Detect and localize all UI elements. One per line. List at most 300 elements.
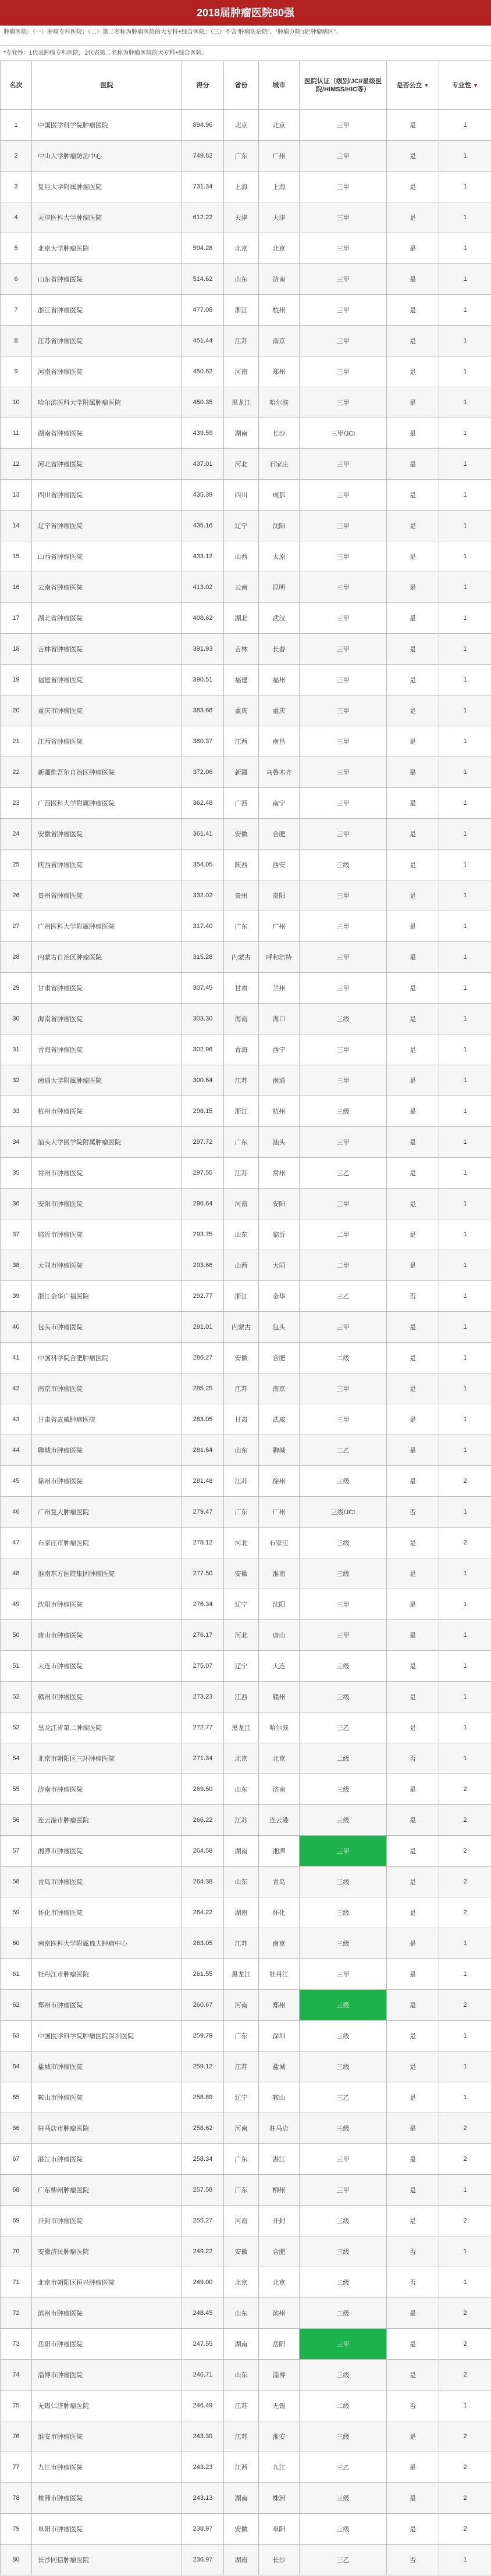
table-row — [1, 233, 491, 264]
specialty-cell: 1 — [439, 942, 491, 973]
table-row — [1, 2545, 491, 2575]
rank-cell: 58 — [1, 1867, 32, 1897]
table-row — [1, 880, 491, 911]
cert-cell: 三乙 — [300, 2545, 387, 2575]
public-cell: 是 — [387, 2298, 439, 2329]
table-row — [1, 1219, 491, 1250]
city-cell: 无锡 — [259, 2391, 300, 2421]
hospital-name: 怀化市肿瘤医院 — [32, 1897, 182, 1928]
public-cell: 是 — [387, 942, 439, 973]
table-row — [1, 726, 491, 757]
score-cell: 238.97 — [182, 2514, 224, 2545]
city-cell: 常州 — [259, 1158, 300, 1189]
table-row — [1, 2236, 491, 2267]
table-row — [1, 695, 491, 726]
score-cell: 450.62 — [182, 356, 224, 387]
rank-cell: 59 — [1, 1897, 32, 1928]
table-row — [1, 1928, 491, 1959]
hospital-name: 驻马店市肿瘤医院 — [32, 2113, 182, 2144]
cert-cell: 三甲 — [300, 326, 387, 356]
cert-cell: 三甲 — [300, 2144, 387, 2175]
table-row — [1, 1836, 491, 1867]
city-cell: 南京 — [259, 1928, 300, 1959]
specialty-cell: 1 — [439, 973, 491, 1004]
province-cell: 山西 — [224, 1250, 259, 1281]
score-cell: 277.50 — [182, 1558, 224, 1589]
city-cell: 郑州 — [259, 1990, 300, 2021]
specialty-cell: 1 — [439, 726, 491, 757]
hospital-name: 徐州市肿瘤医院 — [32, 1466, 182, 1497]
city-cell: 哈尔滨 — [259, 387, 300, 418]
public-cell: 否 — [387, 1743, 439, 1774]
rank-cell: 61 — [1, 1959, 32, 1990]
public-cell: 是 — [387, 1189, 439, 1219]
hospital-name: 盐城市肿瘤医院 — [32, 2051, 182, 2082]
cert-cell: 三甲 — [300, 1312, 387, 1343]
specialty-cell: 1 — [439, 480, 491, 511]
public-cell: 是 — [387, 1219, 439, 1250]
public-cell: 是 — [387, 2144, 439, 2175]
table-row — [1, 788, 491, 819]
col-rank[interactable]: 名次 — [1, 61, 32, 110]
city-cell: 滨州 — [259, 2298, 300, 2329]
hospital-name: 河南省肿瘤医院 — [32, 356, 182, 387]
score-cell: 380.37 — [182, 726, 224, 757]
rank-cell: 42 — [1, 1373, 32, 1404]
rank-cell: 28 — [1, 942, 32, 973]
score-cell: 315.28 — [182, 942, 224, 973]
city-cell: 乌鲁木齐 — [259, 757, 300, 788]
hospital-name: 吉林省肿瘤医院 — [32, 634, 182, 665]
city-cell: 聊城 — [259, 1435, 300, 1466]
col-cert[interactable]: 医院认证（级别/JCI/星级医院/HIMSS/HIC等） — [300, 61, 387, 110]
score-cell: 266.22 — [182, 1805, 224, 1836]
cert-cell: 三甲 — [300, 911, 387, 942]
public-cell: 是 — [387, 850, 439, 880]
table-row — [1, 2391, 491, 2421]
score-cell: 450.35 — [182, 387, 224, 418]
cert-cell: 二乙 — [300, 1435, 387, 1466]
chevron-down-icon[interactable]: ▼ — [473, 82, 478, 88]
hospital-name: 南京医科大学附属逸夫肿瘤中心 — [32, 1928, 182, 1959]
hospital-name: 北京市朝阳区三环肿瘤医院 — [32, 1743, 182, 1774]
rank-cell: 27 — [1, 911, 32, 942]
score-cell: 260.67 — [182, 1990, 224, 2021]
cert-cell: 三级 — [300, 1004, 387, 1034]
col-specialty[interactable]: 专业性 ▼ — [439, 61, 491, 110]
rank-cell: 3 — [1, 172, 32, 202]
hospital-name: 聊城市肿瘤医院 — [32, 1435, 182, 1466]
score-cell: 257.58 — [182, 2175, 224, 2206]
table-row — [1, 665, 491, 695]
hospital-name: 石家庄市肿瘤医院 — [32, 1528, 182, 1558]
specialty-note: *专业性：1代表肿瘤专科医院，2代表第二名称为肿瘤医院的大专科+综合医院。 — [3, 50, 208, 56]
table-row — [1, 1004, 491, 1034]
chevron-down-icon[interactable]: ▼ — [424, 82, 429, 88]
cert-cell: 三甲 — [300, 511, 387, 541]
cert-cell: 三级 — [300, 1528, 387, 1558]
rank-cell: 69 — [1, 2206, 32, 2236]
col-name[interactable]: 医院 — [32, 61, 182, 110]
city-cell: 青岛 — [259, 1867, 300, 1897]
province-cell: 安徽 — [224, 1343, 259, 1373]
cert-cell: 二甲 — [300, 1250, 387, 1281]
specialty-cell: 1 — [439, 1189, 491, 1219]
cert-cell: 三甲 — [300, 141, 387, 172]
public-cell: 是 — [387, 1589, 439, 1620]
specialty-cell: 1 — [439, 326, 491, 356]
public-cell: 是 — [387, 480, 439, 511]
hospital-name: 长沙同信肿瘤医院 — [32, 2545, 182, 2575]
province-cell: 江苏 — [224, 326, 259, 356]
table-row — [1, 326, 491, 356]
rank-cell: 57 — [1, 1836, 32, 1867]
rank-cell: 1 — [1, 110, 32, 141]
col-city[interactable]: 城市 — [259, 61, 300, 110]
province-cell: 青海 — [224, 1034, 259, 1065]
rank-cell: 4 — [1, 202, 32, 233]
city-cell: 包头 — [259, 1312, 300, 1343]
score-cell: 298.15 — [182, 1096, 224, 1127]
table-row — [1, 1189, 491, 1219]
hospital-name: 滨州市肿瘤医院 — [32, 2298, 182, 2329]
province-cell: 内蒙古 — [224, 942, 259, 973]
specialty-cell: 1 — [439, 788, 491, 819]
score-cell: 259.12 — [182, 2051, 224, 2082]
public-cell: 否 — [387, 1497, 439, 1528]
cert-cell: 三甲 — [300, 1373, 387, 1404]
public-cell: 是 — [387, 757, 439, 788]
province-cell: 江苏 — [224, 2391, 259, 2421]
hospital-name: 常州市肿瘤医院 — [32, 1158, 182, 1189]
score-cell: 317.40 — [182, 911, 224, 942]
public-cell: 是 — [387, 2206, 439, 2236]
cert-cell: 三级 — [300, 2113, 387, 2144]
province-cell: 湖北 — [224, 603, 259, 634]
city-cell: 呼和浩特 — [259, 942, 300, 973]
city-cell: 连云港 — [259, 1805, 300, 1836]
city-cell: 兰州 — [259, 973, 300, 1004]
hospital-name: 山西省肿瘤医院 — [32, 541, 182, 572]
province-cell: 山西 — [224, 541, 259, 572]
table-row — [1, 1096, 491, 1127]
public-cell: 是 — [387, 1404, 439, 1435]
city-cell: 安阳 — [259, 1189, 300, 1219]
score-cell: 249.00 — [182, 2267, 224, 2298]
page-title: 2018届肿瘤医院80强 — [0, 0, 491, 26]
specialty-cell: 1 — [439, 695, 491, 726]
public-cell: 是 — [387, 172, 439, 202]
score-cell: 264.58 — [182, 1836, 224, 1867]
hospital-name: 浙江省肿瘤医院 — [32, 295, 182, 326]
table-row — [1, 2483, 491, 2514]
table-row — [1, 1558, 491, 1589]
cert-cell: 三甲 — [300, 110, 387, 141]
hospital-name: 云南省肿瘤医院 — [32, 572, 182, 603]
table-row — [1, 449, 491, 480]
specialty-cell: 1 — [439, 1219, 491, 1250]
public-cell: 是 — [387, 2452, 439, 2483]
table-row — [1, 1343, 491, 1373]
hospital-name: 复旦大学附属肿瘤医院 — [32, 172, 182, 202]
hospital-name: 南京市肿瘤医院 — [32, 1373, 182, 1404]
rank-cell: 44 — [1, 1435, 32, 1466]
score-cell: 269.60 — [182, 1774, 224, 1805]
table-row — [1, 1589, 491, 1620]
specialty-cell: 1 — [439, 1127, 491, 1158]
hospital-name: 淮安市肿瘤医院 — [32, 2421, 182, 2452]
public-cell: 是 — [387, 1528, 439, 1558]
specialty-cell: 1 — [439, 1312, 491, 1343]
cert-cell: 三甲 — [300, 695, 387, 726]
city-cell: 广州 — [259, 911, 300, 942]
city-cell: 阜阳 — [259, 2514, 300, 2545]
hospital-name: 浙江金华广福医院 — [32, 1281, 182, 1312]
cert-cell: 三甲 — [300, 572, 387, 603]
province-cell: 江苏 — [224, 1065, 259, 1096]
rank-cell: 25 — [1, 850, 32, 880]
province-cell: 四川 — [224, 480, 259, 511]
score-cell: 285.25 — [182, 1373, 224, 1404]
rank-cell: 64 — [1, 2051, 32, 2082]
city-cell: 唐山 — [259, 1620, 300, 1651]
score-cell: 612.22 — [182, 202, 224, 233]
score-cell: 281.64 — [182, 1435, 224, 1466]
rank-cell: 77 — [1, 2452, 32, 2483]
table-row — [1, 2267, 491, 2298]
rank-cell: 78 — [1, 2483, 32, 2514]
hospital-name: 岳阳市肿瘤医院 — [32, 2329, 182, 2360]
table-row — [1, 1620, 491, 1651]
table-row — [1, 541, 491, 572]
public-cell: 是 — [387, 110, 439, 141]
public-cell: 是 — [387, 2360, 439, 2391]
province-cell: 河南 — [224, 2113, 259, 2144]
province-cell: 江苏 — [224, 2421, 259, 2452]
province-cell: 广东 — [224, 2175, 259, 2206]
hospital-name: 唐山市肿瘤医院 — [32, 1620, 182, 1651]
city-cell: 株洲 — [259, 2483, 300, 2514]
public-cell: 是 — [387, 695, 439, 726]
cert-cell: 二级 — [300, 2391, 387, 2421]
score-cell: 372.06 — [182, 757, 224, 788]
province-cell: 北京 — [224, 1743, 259, 1774]
province-cell: 山东 — [224, 1867, 259, 1897]
rank-cell: 23 — [1, 788, 32, 819]
public-cell: 是 — [387, 2483, 439, 2514]
city-cell: 西宁 — [259, 1034, 300, 1065]
city-cell: 北京 — [259, 1743, 300, 1774]
specialty-cell: 1 — [439, 665, 491, 695]
public-cell: 是 — [387, 1682, 439, 1712]
rank-cell: 31 — [1, 1034, 32, 1065]
province-cell: 河北 — [224, 1620, 259, 1651]
province-cell: 黑龙江 — [224, 1712, 259, 1743]
city-cell: 北京 — [259, 233, 300, 264]
cert-cell: 三甲 — [300, 449, 387, 480]
cert-cell: 三甲 — [300, 2329, 387, 2360]
score-cell: 259.79 — [182, 2021, 224, 2051]
hospital-name: 湘潭市肿瘤医院 — [32, 1836, 182, 1867]
score-cell: 243.23 — [182, 2452, 224, 2483]
score-cell: 278.12 — [182, 1528, 224, 1558]
province-cell: 云南 — [224, 572, 259, 603]
score-cell: 354.05 — [182, 850, 224, 880]
specialty-cell: 2 — [439, 2144, 491, 2175]
province-cell: 黑龙江 — [224, 387, 259, 418]
public-cell: 是 — [387, 1466, 439, 1497]
rank-cell: 16 — [1, 572, 32, 603]
score-cell: 894.96 — [182, 110, 224, 141]
table-row — [1, 1682, 491, 1712]
score-cell: 594.28 — [182, 233, 224, 264]
table-row — [1, 172, 491, 202]
hospital-name: 福建省肿瘤医院 — [32, 665, 182, 695]
score-cell: 413.02 — [182, 572, 224, 603]
city-cell: 大同 — [259, 1250, 300, 1281]
public-cell: 是 — [387, 1928, 439, 1959]
province-cell: 湖南 — [224, 2483, 259, 2514]
public-cell: 是 — [387, 1836, 439, 1867]
city-cell: 湘潭 — [259, 1836, 300, 1867]
city-cell: 贵阳 — [259, 880, 300, 911]
rank-cell: 51 — [1, 1651, 32, 1682]
rank-cell: 40 — [1, 1312, 32, 1343]
province-cell: 北京 — [224, 110, 259, 141]
score-cell: 291.01 — [182, 1312, 224, 1343]
table-row — [1, 141, 491, 172]
public-cell: 是 — [387, 511, 439, 541]
city-cell: 长沙 — [259, 2545, 300, 2575]
public-cell: 是 — [387, 141, 439, 172]
province-cell: 黑龙江 — [224, 1959, 259, 1990]
province-cell: 上海 — [224, 172, 259, 202]
city-cell: 南京 — [259, 1373, 300, 1404]
public-cell: 是 — [387, 1343, 439, 1373]
city-cell: 广州 — [259, 1497, 300, 1528]
rank-cell: 65 — [1, 2082, 32, 2113]
public-cell: 是 — [387, 634, 439, 665]
province-cell: 吉林 — [224, 634, 259, 665]
rank-cell: 67 — [1, 2144, 32, 2175]
city-cell: 深圳 — [259, 2021, 300, 2051]
public-cell: 是 — [387, 788, 439, 819]
cert-cell: 三级 — [300, 850, 387, 880]
score-cell: 437.01 — [182, 449, 224, 480]
score-cell: 731.34 — [182, 172, 224, 202]
score-cell: 286.27 — [182, 1343, 224, 1373]
province-cell: 北京 — [224, 233, 259, 264]
score-cell: 477.08 — [182, 295, 224, 326]
specialty-cell: 1 — [439, 141, 491, 172]
divider — [0, 45, 491, 46]
score-cell: 261.55 — [182, 1959, 224, 1990]
province-cell: 山东 — [224, 1774, 259, 1805]
province-cell: 湖南 — [224, 1836, 259, 1867]
col-public[interactable]: 是否公立 ▼ — [387, 61, 439, 110]
specialty-cell: 1 — [439, 2545, 491, 2575]
province-cell: 海南 — [224, 1004, 259, 1034]
city-cell: 沈阳 — [259, 1589, 300, 1620]
hospital-name: 北京市朝阳区桓兴肿瘤医院 — [32, 2267, 182, 2298]
public-cell: 是 — [387, 2051, 439, 2082]
cert-cell: 三甲 — [300, 819, 387, 850]
hospital-name: 内蒙古自治区肿瘤医院 — [32, 942, 182, 973]
city-cell: 成都 — [259, 480, 300, 511]
hospital-name: 辽宁省肿瘤医院 — [32, 511, 182, 541]
hospital-name: 赣州市肿瘤医院 — [32, 1682, 182, 1712]
rank-cell: 19 — [1, 665, 32, 695]
city-cell: 重庆 — [259, 695, 300, 726]
table-header — [1, 61, 491, 110]
hospital-name: 山东省肿瘤医院 — [32, 264, 182, 295]
province-cell: 辽宁 — [224, 1651, 259, 1682]
city-cell: 南宁 — [259, 788, 300, 819]
col-province[interactable]: 省份 — [224, 61, 259, 110]
city-cell: 合肥 — [259, 819, 300, 850]
cert-cell: 三级 — [300, 1096, 387, 1127]
specialty-cell: 2 — [439, 1805, 491, 1836]
city-cell: 南通 — [259, 1065, 300, 1096]
public-cell: 是 — [387, 1127, 439, 1158]
cert-cell: 三甲 — [300, 172, 387, 202]
province-cell: 江西 — [224, 726, 259, 757]
score-cell: 264.22 — [182, 1897, 224, 1928]
score-cell: 435.39 — [182, 480, 224, 511]
score-cell: 361.41 — [182, 819, 224, 850]
hospital-name: 安徽省肿瘤医院 — [32, 819, 182, 850]
cert-cell: 三甲 — [300, 233, 387, 264]
score-cell: 297.55 — [182, 1158, 224, 1189]
specialty-cell: 2 — [439, 2329, 491, 2360]
hospital-name: 湖北省肿瘤医院 — [32, 603, 182, 634]
score-cell: 332.02 — [182, 880, 224, 911]
cert-cell: 二级 — [300, 1743, 387, 1774]
cert-cell: 三甲 — [300, 942, 387, 973]
province-cell: 广东 — [224, 1497, 259, 1528]
specialty-cell: 1 — [439, 295, 491, 326]
score-cell: 362.48 — [182, 788, 224, 819]
city-cell: 郑州 — [259, 356, 300, 387]
rank-cell: 11 — [1, 418, 32, 449]
public-cell: 是 — [387, 1250, 439, 1281]
specialty-cell: 1 — [439, 1373, 491, 1404]
col-score[interactable]: 得分 — [182, 61, 224, 110]
province-cell: 江苏 — [224, 1158, 259, 1189]
specialty-cell: 1 — [439, 603, 491, 634]
public-cell: 是 — [387, 1620, 439, 1651]
table-row — [1, 2175, 491, 2206]
hospital-name: 淮南东方医院集团肿瘤医院 — [32, 1558, 182, 1589]
table-row — [1, 1404, 491, 1435]
public-cell: 是 — [387, 2175, 439, 2206]
rank-cell: 34 — [1, 1127, 32, 1158]
city-cell: 上海 — [259, 172, 300, 202]
hospital-name: 江苏省肿瘤医院 — [32, 326, 182, 356]
specialty-cell: 1 — [439, 1158, 491, 1189]
city-cell: 合肥 — [259, 2236, 300, 2267]
score-cell: 293.66 — [182, 1250, 224, 1281]
specialty-cell: 1 — [439, 1497, 491, 1528]
public-cell: 是 — [387, 418, 439, 449]
score-cell: 276.17 — [182, 1620, 224, 1651]
rank-cell: 47 — [1, 1528, 32, 1558]
specialty-cell: 2 — [439, 2113, 491, 2144]
city-cell: 太原 — [259, 541, 300, 572]
score-cell: 307.45 — [182, 973, 224, 1004]
province-cell: 河南 — [224, 1990, 259, 2021]
city-cell: 昆明 — [259, 572, 300, 603]
